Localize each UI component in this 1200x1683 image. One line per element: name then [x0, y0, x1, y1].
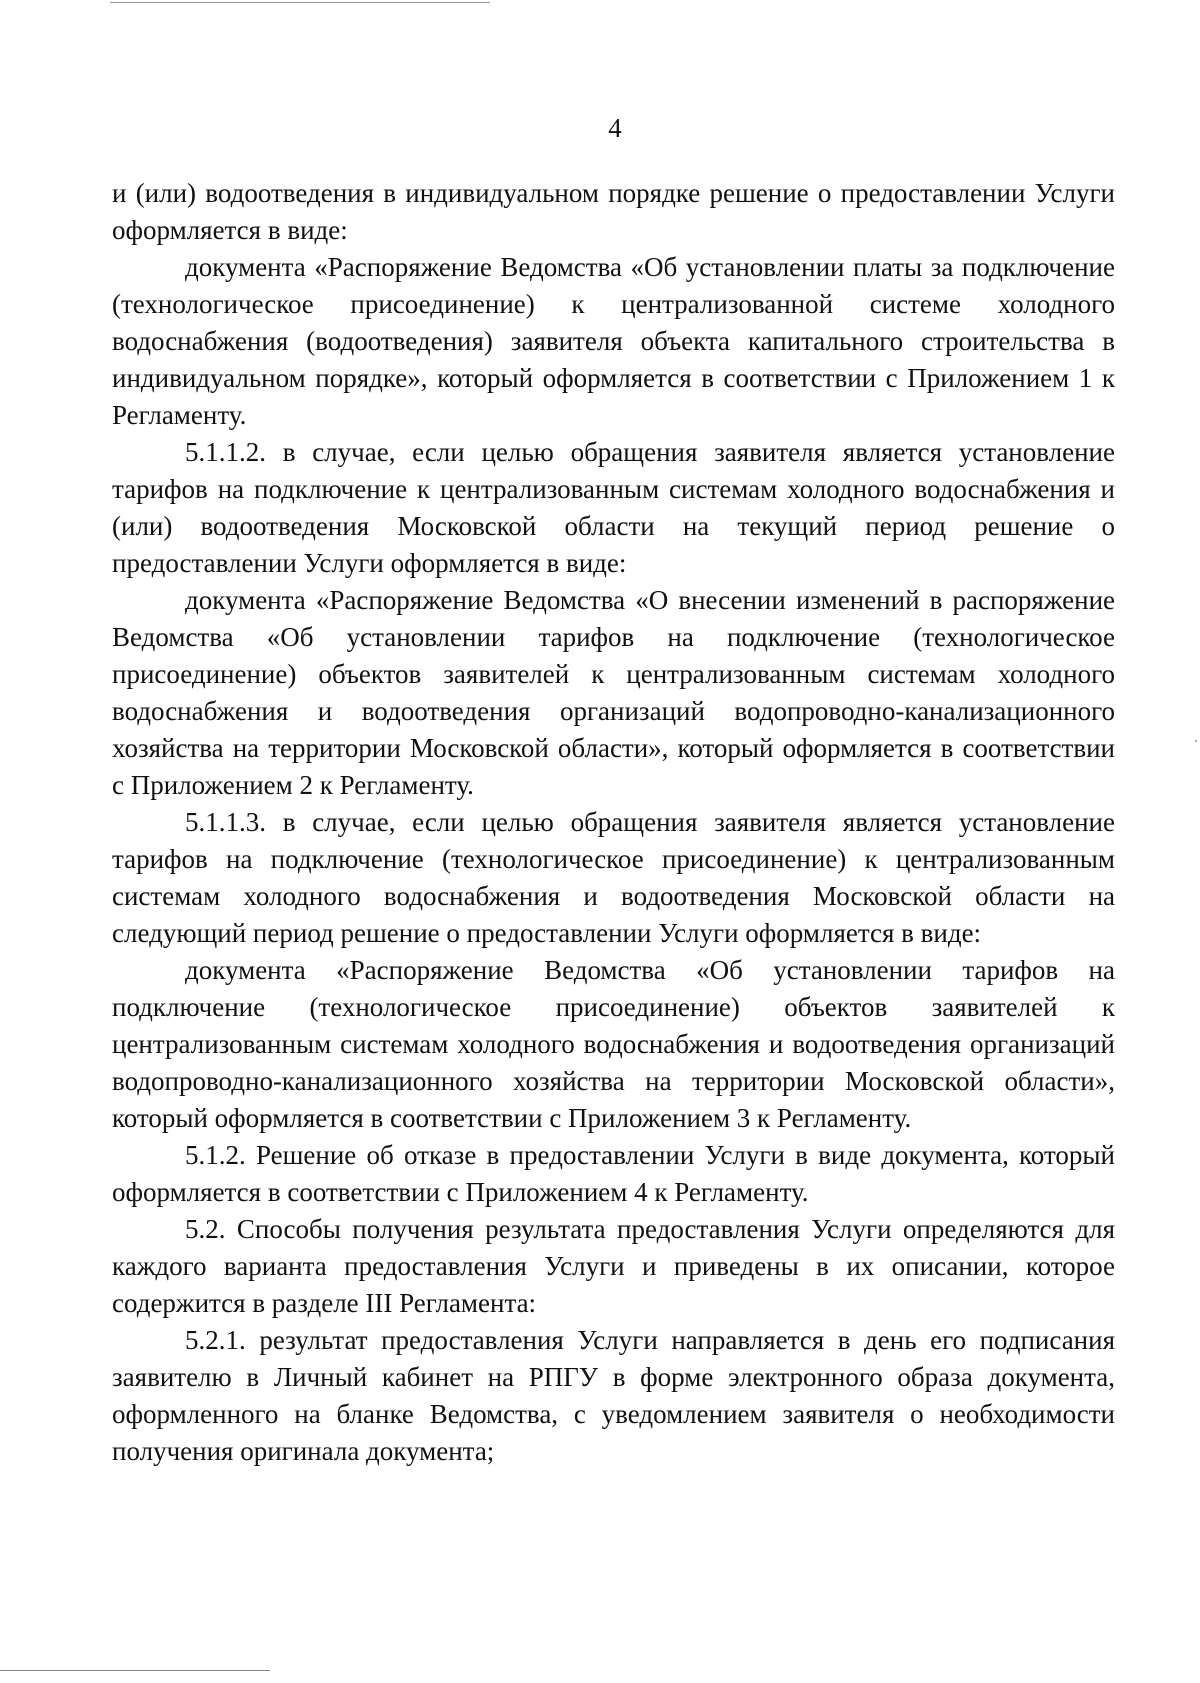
paragraph-document-appendix-1: документа «Распоряжение Ведомства «Об установлении платы за подключение (технологическое присоединение) к централизованной системе холодного водоснабжения (водоотведения) заявителя объекта капитального строительства в индивидуальном порядке», который оформляется в соответствии с Приложением 1 к Регламенту.: [112, 252, 1115, 430]
paragraph-5-1-1-3: 5.1.1.3. в случае, если целью обращения заявителя является установление тарифов на подключение (технологическое присоединение) к централизованным системам холодного водоснабжения и водоотведения Московской области на следующий период решение о предоставлении Услуги оформляется в виде:: [112, 807, 1115, 948]
document-body: [112, 175, 1115, 1470]
scan-artifact-dot: [1195, 740, 1197, 742]
page-number: 4: [608, 113, 622, 143]
paragraph-5-2-1: 5.2.1. результат предоставления Услуги направляется в день его подписания заявителю в Личный кабинет на РПГУ в форме электронного образа документа, оформленного на бланке Ведомства, с уведомлением заявителя о необходимости получения оригинала документа;: [112, 1325, 1115, 1466]
paragraph-5-1-2: 5.1.2. Решение об отказе в предоставлении Услуги в виде документа, который оформляется в соответствии с Приложением 4 к Регламенту.: [112, 1140, 1115, 1207]
scan-artifact-top: [110, 2, 490, 3]
paragraph-continuation: и (или) водоотведения в индивидуальном порядке решение о предоставлении Услуги оформляется в виде:: [112, 178, 1115, 245]
paragraph-5-1-1-2: 5.1.1.2. в случае, если целью обращения заявителя является установление тарифов на подключение к централизованным системам холодного водоснабжения и (или) водоотведения Московской области на текущий период решение о предоставлении Услуги оформляется в виде:: [112, 437, 1115, 578]
paragraph-document-appendix-3: документа «Распоряжение Ведомства «Об установлении тарифов на подключение (технологическое присоединение) объектов заявителей к централизованным системам холодного водоснабжения и водоотведения организаций водопроводно-канализационного хозяйства на территории Московской области», который оформляется в соответствии с Приложением 3 к Регламенту.: [112, 955, 1115, 1133]
paragraph-document-appendix-2: документа «Распоряжение Ведомства «О внесении изменений в распоряжение Ведомства «Об установлении тарифов на подключение (технологическое присоединение) объектов заявителей к централизованным системам холодного водоснабжения и водоотведения организаций водопроводно-канализационного хозяйства на территории Московской области», который оформляется в соответствии с Приложением 2 к Регламенту.: [112, 585, 1115, 800]
paragraph-5-2: 5.2. Способы получения результата предоставления Услуги определяются для каждого варианта предоставления Услуги и приведены в их описании, которое содержится в разделе III Регламента:: [112, 1214, 1115, 1318]
scan-artifact-bottom: [0, 1670, 270, 1671]
